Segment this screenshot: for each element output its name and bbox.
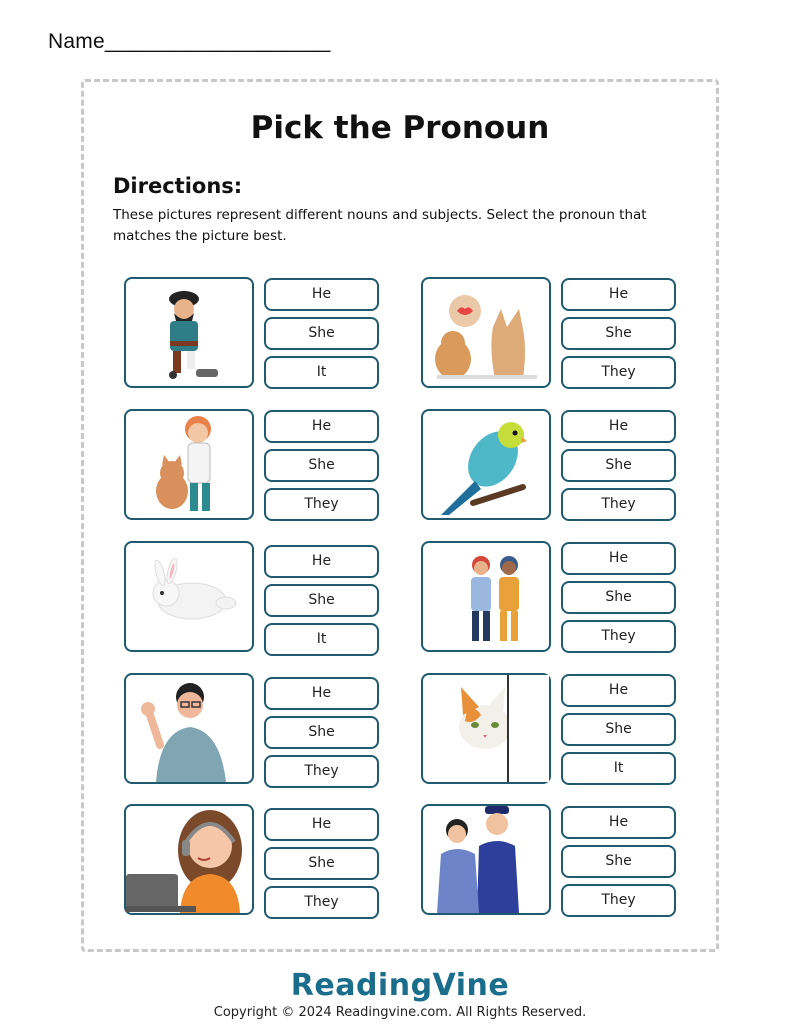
police-officers-picture	[421, 804, 551, 915]
directions-heading: Directions:	[113, 174, 243, 198]
option-2-he[interactable]: He	[561, 278, 676, 311]
option-3-he[interactable]: He	[264, 410, 379, 443]
option-10-they[interactable]: They	[561, 884, 676, 917]
option-6-they[interactable]: They	[561, 620, 676, 653]
option-6-she[interactable]: She	[561, 581, 676, 614]
option-5-he[interactable]: He	[264, 545, 379, 578]
option-1-he[interactable]: He	[264, 278, 379, 311]
peeking-cat-picture	[421, 673, 551, 784]
girl-with-laptop-picture	[124, 804, 254, 915]
option-5-she[interactable]: She	[264, 584, 379, 617]
option-3-they[interactable]: They	[264, 488, 379, 521]
girl-with-cat-picture	[124, 409, 254, 520]
option-5-it[interactable]: It	[264, 623, 379, 656]
two-dogs-picture	[421, 277, 551, 388]
parakeet-picture	[421, 409, 551, 520]
option-9-she[interactable]: She	[264, 847, 379, 880]
option-6-he[interactable]: He	[561, 542, 676, 575]
directions-text: These pictures represent different nouns and subjects. Select the pronoun that matches the picture best.	[113, 207, 647, 244]
option-7-they[interactable]: They	[264, 755, 379, 788]
bunny-picture	[124, 541, 254, 652]
waving-man-picture	[124, 673, 254, 784]
option-8-it[interactable]: It	[561, 752, 676, 785]
option-10-she[interactable]: She	[561, 845, 676, 878]
option-4-she[interactable]: She	[561, 449, 676, 482]
name-line[interactable]: Name___________________	[48, 30, 331, 53]
option-4-they[interactable]: They	[561, 488, 676, 521]
option-10-he[interactable]: He	[561, 806, 676, 839]
option-2-she[interactable]: She	[561, 317, 676, 350]
option-7-she[interactable]: She	[264, 716, 379, 749]
option-2-they[interactable]: They	[561, 356, 676, 389]
option-1-she[interactable]: She	[264, 317, 379, 350]
readingvine-logo: ReadingVine	[290, 968, 510, 1003]
two-women-picture	[421, 541, 551, 652]
copyright-text: Copyright © 2024 Readingvine.com. All Rights Reserved.	[213, 1005, 587, 1020]
option-1-it[interactable]: It	[264, 356, 379, 389]
option-7-he[interactable]: He	[264, 677, 379, 710]
pirate-picture	[124, 277, 254, 388]
page-title: Pick the Pronoun	[250, 110, 550, 146]
option-4-he[interactable]: He	[561, 410, 676, 443]
option-3-she[interactable]: She	[264, 449, 379, 482]
option-9-he[interactable]: He	[264, 808, 379, 841]
option-9-they[interactable]: They	[264, 886, 379, 919]
option-8-she[interactable]: She	[561, 713, 676, 746]
option-8-he[interactable]: He	[561, 674, 676, 707]
